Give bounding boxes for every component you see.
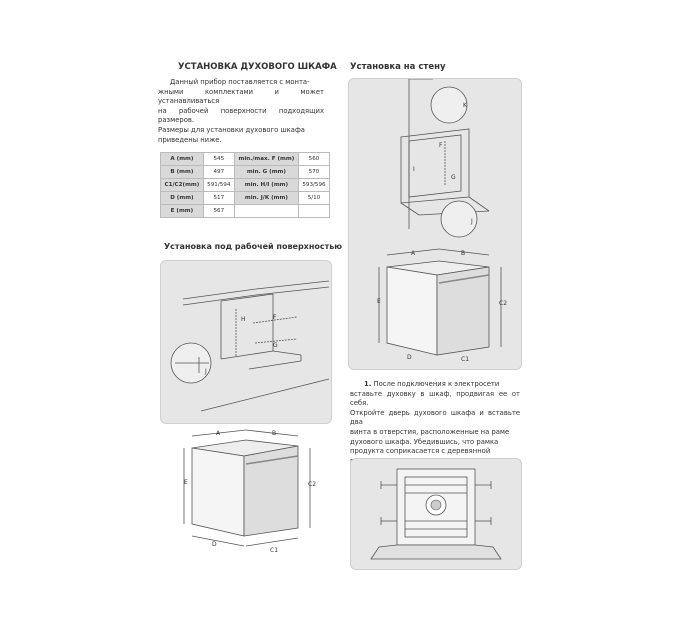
wall-svg bbox=[349, 79, 521, 369]
oven-dimensions-left bbox=[180, 428, 330, 558]
step-line: Откройте дверь духового шкафа и вставьте два bbox=[350, 408, 520, 427]
label-j2: J bbox=[471, 218, 473, 225]
label-a: A bbox=[216, 430, 221, 437]
table-row bbox=[161, 205, 330, 218]
label-g: G bbox=[273, 342, 278, 349]
label-g2: G bbox=[451, 174, 456, 181]
table-cell: B (mm) bbox=[161, 166, 204, 179]
screw-fixing-diagram bbox=[350, 458, 522, 570]
table-cell: min. J/K (mm) bbox=[234, 192, 298, 205]
label-d2: D bbox=[407, 354, 412, 361]
table-row bbox=[161, 166, 330, 179]
intro-line: жными комплектами и может устанавливаться bbox=[158, 87, 324, 106]
label-e2: E bbox=[377, 298, 381, 305]
table-cell: C1/C2(mm) bbox=[161, 179, 204, 192]
label-f2: F bbox=[439, 142, 443, 149]
table-cell: 591/594 bbox=[203, 179, 234, 192]
step-line: винта в отверстия, расположенные на раме bbox=[350, 427, 510, 436]
step-line-first bbox=[350, 380, 520, 390]
label-e: E bbox=[184, 479, 188, 486]
label-b: B bbox=[272, 430, 277, 437]
table-cell: min./max. F (mm) bbox=[234, 153, 298, 166]
table-cell: A (mm) bbox=[161, 153, 204, 166]
step-line: духового шкафа. Убедившись, что рамка bbox=[350, 437, 499, 446]
table-cell: min. H/I (mm) bbox=[234, 179, 298, 192]
table-cell: 567 bbox=[203, 205, 234, 218]
label-d: D bbox=[212, 541, 217, 548]
wall-install-diagram bbox=[348, 78, 522, 370]
table-cell: 545 bbox=[203, 153, 234, 166]
table-cell: 570 bbox=[299, 166, 330, 179]
intro-line: на рабочей поверхности подходящих размеров. bbox=[158, 106, 324, 125]
intro-line: Размеры для установки духового шкафа bbox=[158, 125, 305, 134]
worktop-title: Установка под рабочей поверхностью bbox=[164, 242, 343, 251]
table-cell bbox=[234, 205, 298, 218]
table-cell: 593/596 bbox=[299, 179, 330, 192]
label-b2: B bbox=[461, 250, 466, 257]
table-cell: D (mm) bbox=[161, 192, 204, 205]
dimensions-table bbox=[160, 152, 330, 218]
label-j: J bbox=[205, 368, 207, 375]
worktop-install-diagram bbox=[160, 260, 332, 424]
table-cell: 497 bbox=[203, 166, 234, 179]
label-i: I bbox=[413, 166, 415, 173]
intro-line: приведены ниже. bbox=[158, 135, 222, 144]
table-cell: E (mm) bbox=[161, 205, 204, 218]
table-cell: 560 bbox=[299, 153, 330, 166]
step-paragraph bbox=[350, 380, 520, 466]
step-line: продукта соприкасается с деревянной bbox=[350, 447, 491, 456]
table-cell: min. G (mm) bbox=[234, 166, 298, 179]
label-f: F bbox=[273, 314, 277, 321]
table-cell: 5/10 bbox=[299, 192, 330, 205]
step-line: вставьте духовку в шкаф, продвигая ее от себя. bbox=[350, 389, 520, 408]
table-cell: 517 bbox=[203, 192, 234, 205]
label-c2b: C2 bbox=[499, 300, 508, 307]
table-row bbox=[161, 192, 330, 205]
table-cell bbox=[299, 205, 330, 218]
wall-title: Установка на стену bbox=[350, 62, 446, 72]
label-h: H bbox=[241, 316, 246, 323]
step-number: 1. bbox=[364, 380, 372, 388]
step-line: После подключения к электросети bbox=[373, 380, 500, 388]
intro-paragraph bbox=[158, 78, 324, 145]
label-k: K bbox=[463, 102, 467, 109]
label-a2: A bbox=[411, 250, 416, 257]
table-row bbox=[161, 179, 330, 192]
intro-line: Данный прибор поставляется с монта- bbox=[170, 78, 310, 86]
worktop-svg bbox=[161, 261, 331, 423]
installation-title: УСТАНОВКА ДУХОВОГО ШКАФА bbox=[178, 62, 337, 72]
label-c1b: C1 bbox=[461, 356, 470, 363]
screw-svg bbox=[351, 459, 521, 569]
table-row bbox=[161, 153, 330, 166]
label-c1: C1 bbox=[270, 547, 279, 554]
label-c2: C2 bbox=[308, 481, 317, 488]
